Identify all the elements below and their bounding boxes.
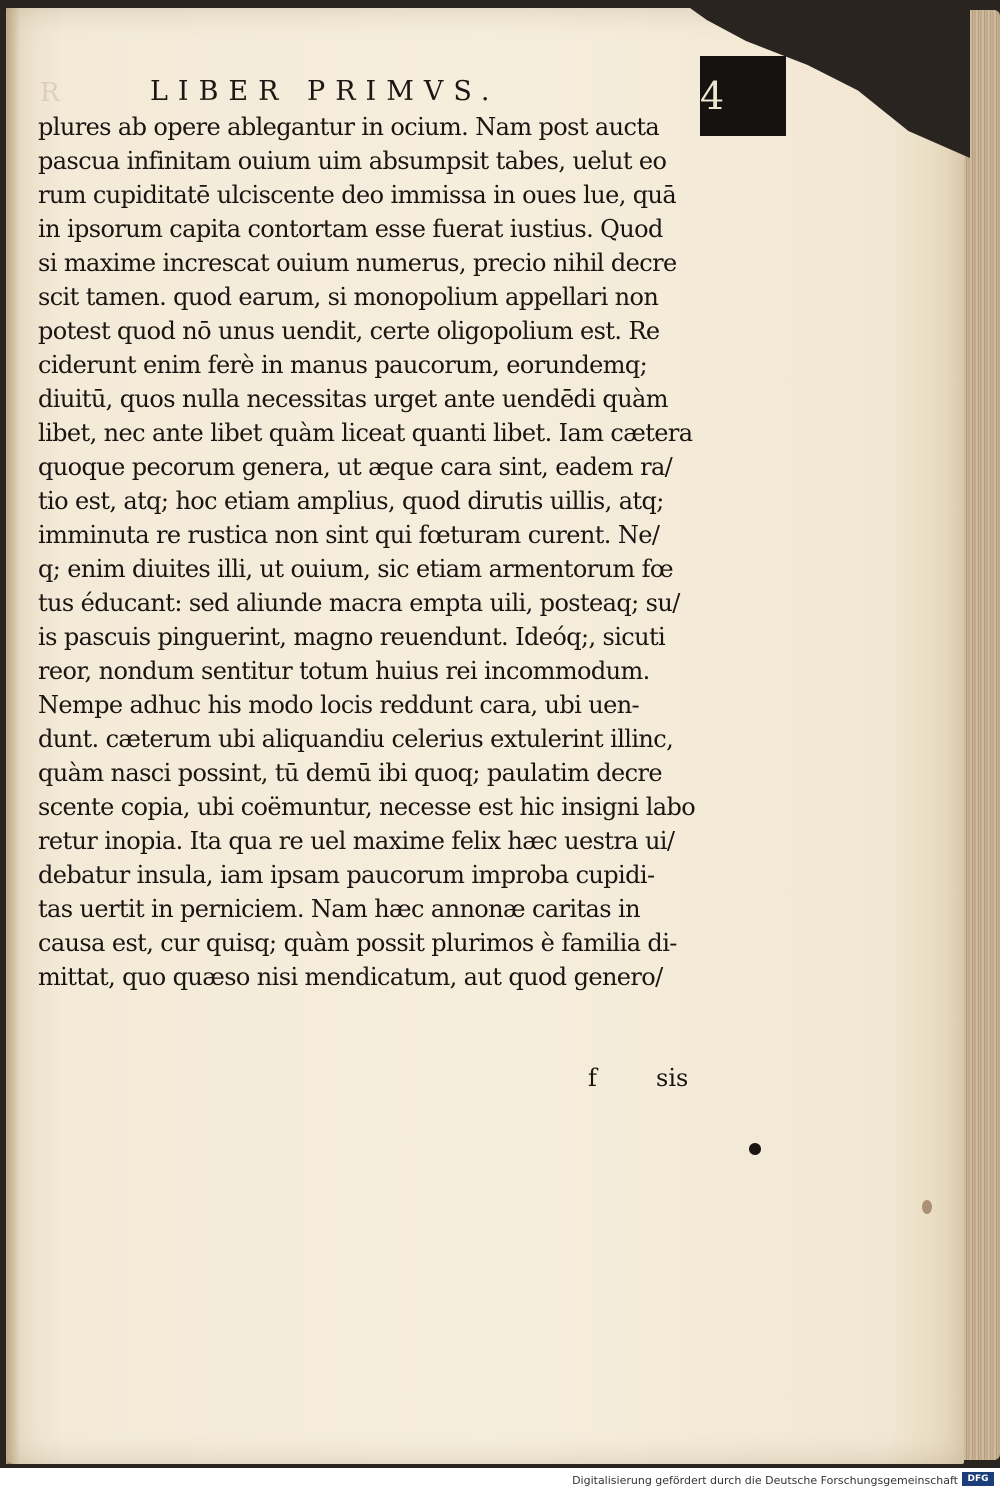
text-block (38, 110, 718, 994)
text-line: tio est, atq; hoc etiam amplius, quod dirutis uillis, atq; (38, 487, 664, 515)
funding-footer (0, 1468, 1000, 1492)
text-line: in ipsorum capita contortam esse fuerat iustius. Quod (38, 215, 663, 243)
text-line: causa est, cur quisq; quàm possit plurimos è familia di- (38, 929, 677, 957)
text-line: tas uertit in perniciem. Nam hæc annonæ caritas in (38, 895, 640, 923)
text-line: scente copia, ubi coëmuntur, necesse est hic insigni labo (38, 793, 696, 821)
text-line: potest quod nō unus uendit, certe oligopolium est. Re (38, 317, 660, 345)
text-line: quàm nasci possint, tū demū ibi quoq; paulatim decre (38, 759, 662, 787)
dfg-logo-icon: DFG (962, 1472, 994, 1486)
paper-stain (922, 1200, 932, 1214)
text-line: q; enim diuites illi, ut ouium, sic etiam armentorum fœ (38, 555, 674, 583)
text-line: dunt. cæterum ubi aliquandiu celerius extulerint illinc, (38, 725, 674, 753)
page-gutter-shadow (6, 8, 20, 1464)
text-line: si maxime increscat ouium numerus, precio nihil decre (38, 249, 677, 277)
show-through-text: R (40, 78, 80, 108)
ink-dot (749, 1143, 761, 1155)
text-line: debatur insula, iam ipsam paucorum improba cupidi- (38, 861, 655, 889)
funding-text: Digitalisierung gefördert durch die Deutsche Forschungsgemeinschaft (572, 1474, 958, 1487)
text-line: Nempe adhuc his modo locis reddunt cara, ubi uen- (38, 691, 640, 719)
text-line: tus éducant: sed aliunde macra empta uili, posteaq; su/ (38, 589, 680, 617)
text-line: scit tamen. quod earum, si monopolium appellari non (38, 283, 659, 311)
text-line: retur inopia. Ita qua re uel maxime felix hæc uestra ui/ (38, 827, 675, 855)
running-head: LIBER PRIMVS. (150, 76, 500, 107)
text-line: pascua infinitam ouium uim absumpsit tabes, uelut eo (38, 147, 667, 175)
text-line: imminuta re rustica non sint qui fœturam curent. Ne/ (38, 521, 660, 549)
text-line: ciderunt enim ferè in manus paucorum, eorundemq; (38, 351, 648, 379)
text-line: quoque pecorum genera, ut æque cara sint, eadem ra/ (38, 453, 673, 481)
text-line: libet, nec ante libet quàm liceat quanti libet. Iam cætera (38, 419, 693, 447)
text-line: mittat, quo quæso nisi mendicatum, aut quod genero/ (38, 963, 663, 991)
folio-number-text: 4 (700, 74, 725, 118)
text-line: reor, nondum sentitur totum huius rei incommodum. (38, 657, 650, 685)
text-line: is pascuis pinguerint, magno reuendunt. Ideóq;, sicuti (38, 623, 666, 651)
text-line: rum cupiditatē ulciscente deo immissa in oues lue, quā (38, 181, 677, 209)
text-line: plures ab opere ablegantur in ocium. Nam post aucta (38, 113, 660, 141)
catchword: sis (656, 1064, 689, 1092)
signature-mark: f (588, 1064, 597, 1092)
text-line: diuitū, quos nulla necessitas urget ante uendēdi quàm (38, 385, 668, 413)
